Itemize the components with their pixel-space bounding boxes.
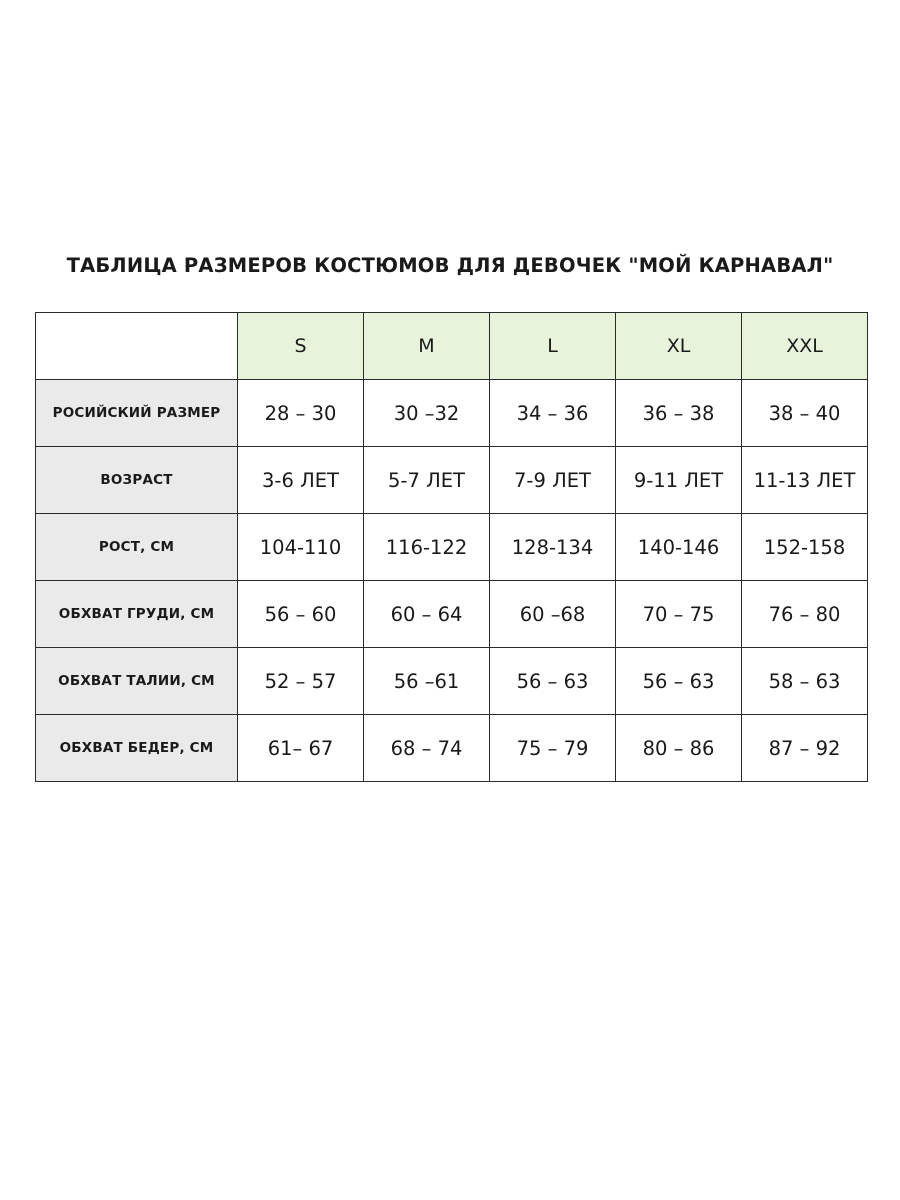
table-row (36, 715, 868, 782)
table-row (36, 648, 868, 715)
row-label-age: ВОЗРАСТ (36, 447, 238, 514)
table-cell: 56 – 60 (238, 581, 364, 648)
table-cell: 52 – 57 (238, 648, 364, 715)
table-cell: 58 – 63 (742, 648, 868, 715)
row-label-chest: ОБХВАТ ГРУДИ, СМ (36, 581, 238, 648)
table-cell: 56 – 63 (490, 648, 616, 715)
corner-cell (36, 313, 238, 380)
table-cell: 11-13 ЛЕТ (742, 447, 868, 514)
table-cell: 80 – 86 (616, 715, 742, 782)
table-cell: 56 – 63 (616, 648, 742, 715)
table-cell: 60 – 64 (364, 581, 490, 648)
table-cell: 68 – 74 (364, 715, 490, 782)
size-header-xl: XL (616, 313, 742, 380)
table-cell: 87 – 92 (742, 715, 868, 782)
table-row (36, 514, 868, 581)
table-cell: 5-7 ЛЕТ (364, 447, 490, 514)
table-cell: 3-6 ЛЕТ (238, 447, 364, 514)
table-cell: 104-110 (238, 514, 364, 581)
table-cell: 9-11 ЛЕТ (616, 447, 742, 514)
size-header-xxl: XXL (742, 313, 868, 380)
page-title: ТАБЛИЦА РАЗМЕРОВ КОСТЮМОВ ДЛЯ ДЕВОЧЕК "МОЙ КАРНАВАЛ" (66, 254, 834, 277)
row-label-height: РОСТ, СМ (36, 514, 238, 581)
table-row (36, 380, 868, 447)
row-label-russian-size: РОСИЙСКИЙ РАЗМЕР (36, 380, 238, 447)
size-table (35, 312, 868, 782)
table-cell: 116-122 (364, 514, 490, 581)
size-header-l: L (490, 313, 616, 380)
table-row (36, 447, 868, 514)
table-cell: 152-158 (742, 514, 868, 581)
table-cell: 70 – 75 (616, 581, 742, 648)
table-cell: 30 –32 (364, 380, 490, 447)
table-cell: 60 –68 (490, 581, 616, 648)
row-label-waist: ОБХВАТ ТАЛИИ, СМ (36, 648, 238, 715)
row-label-hips: ОБХВАТ БЕДЕР, СМ (36, 715, 238, 782)
size-header-row (36, 313, 868, 380)
table-cell: 128-134 (490, 514, 616, 581)
table-cell: 75 – 79 (490, 715, 616, 782)
table-cell: 7-9 ЛЕТ (490, 447, 616, 514)
size-header-m: M (364, 313, 490, 380)
table-cell: 56 –61 (364, 648, 490, 715)
table-cell: 34 – 36 (490, 380, 616, 447)
table-cell: 38 – 40 (742, 380, 868, 447)
size-header-s: S (238, 313, 364, 380)
table-cell: 140-146 (616, 514, 742, 581)
table-row (36, 581, 868, 648)
table-cell: 61– 67 (238, 715, 364, 782)
table-cell: 76 – 80 (742, 581, 868, 648)
table-cell: 28 – 30 (238, 380, 364, 447)
table-cell: 36 – 38 (616, 380, 742, 447)
